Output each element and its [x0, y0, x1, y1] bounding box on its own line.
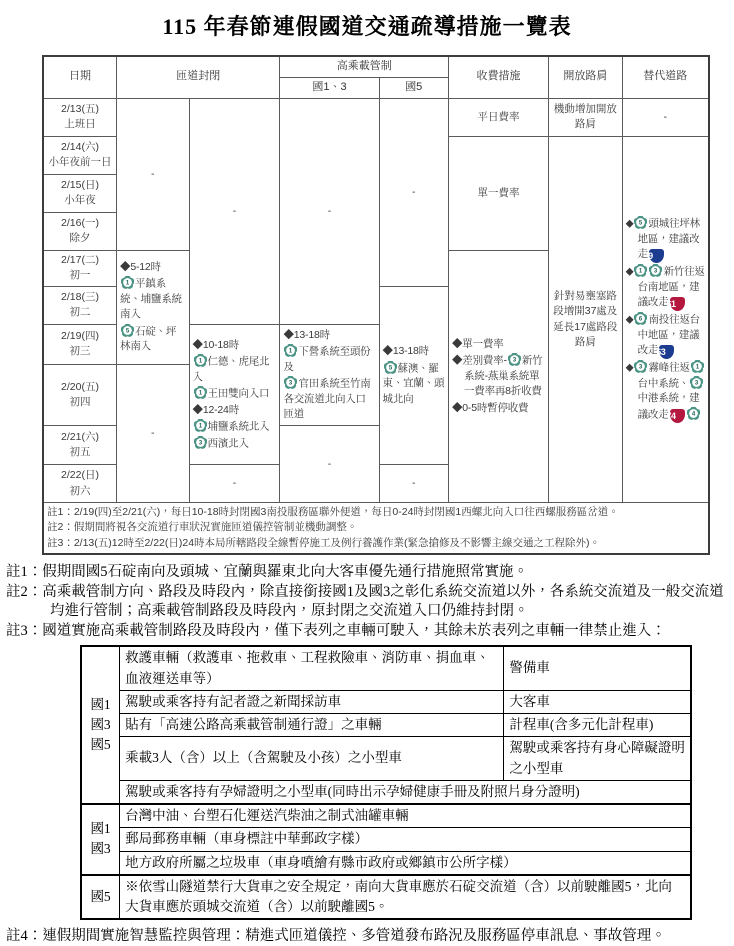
date-value: 2/22(日)	[61, 469, 99, 482]
date-value: 2/17(二)	[61, 254, 99, 267]
vehicle-desc: 大客車	[504, 690, 691, 713]
row-2-13	[43, 98, 709, 136]
toll-single-cell: 單一費率	[448, 136, 548, 250]
svg-text:5: 5	[125, 328, 130, 335]
ramp-late-dash-cell: -	[189, 465, 280, 503]
vehicle-desc: 救護車輛（救護車、拖救車、工程救險車、消防車、捐血車、血液運送車等）	[120, 646, 504, 690]
date-label: 上班日	[64, 118, 96, 131]
date-cell	[43, 324, 117, 364]
footnote-1: 註1：假期間國5石碇南向及頭城、宜蘭與羅東北向大客車優先通行措施照常實施。	[6, 563, 528, 580]
vehicle-desc: ※依雪山隧道禁行大貨車之安全規定，南向大貨車應於石碇交流道（含）以前駛離國5，北向大貨車應於頭城交流道（含）以前駛離國5。	[120, 875, 691, 920]
svg-text:1: 1	[639, 268, 643, 275]
date-value: 2/13(五)	[61, 103, 99, 116]
vehicle-row	[81, 804, 691, 828]
table-note-1: 註1：2/19(四)至2/21(六)，每日10-18時封閉國3南投服務區聯外便道，每日0-24時封閉國1西螺北向入口往西螺服務區岔道。	[47, 506, 619, 519]
svg-text:1: 1	[695, 364, 699, 371]
header-hov-national-1-3: 國1、3	[280, 77, 379, 98]
vehicle-desc: 地方政府所屬之垃圾車（車身噴繪有縣市政府或鄉鎮市公所字樣）	[120, 851, 691, 875]
scope-national-5	[81, 875, 120, 920]
date-label: 除夕	[69, 232, 91, 245]
measure-item: 1 下營系統至頭份及	[283, 345, 371, 373]
date-value: 2/21(六)	[61, 430, 99, 443]
svg-text:1: 1	[198, 358, 202, 365]
toll-weekday-cell: 平日費率	[448, 98, 548, 136]
national-route-1-icon	[194, 419, 207, 432]
footnote-2: 註2：高乘載管制方向、路段及時段內，除直接銜接國1及國3之彰化系統交流道以外，各系統交流道及一般交流道均進行管制；高乘載管制路段及時段內，原封閉之交流道入口仍維持封閉。	[6, 583, 724, 620]
national-route-5-icon	[121, 324, 134, 337]
svg-text:3: 3	[654, 268, 658, 275]
svg-text:3: 3	[289, 380, 293, 387]
svg-text:3: 3	[198, 440, 202, 447]
header-toll: 收費措施	[448, 56, 548, 98]
svg-text:6: 6	[639, 316, 643, 323]
national-route-3-icon	[649, 264, 662, 277]
footnotes	[6, 563, 730, 642]
vehicle-row	[81, 690, 691, 713]
ramp-early-dash-cell: -	[117, 364, 190, 502]
date-label: 初一	[69, 269, 91, 282]
vehicle-row	[81, 851, 691, 875]
measure-item: 1 仁德、虎尾北入	[192, 355, 270, 383]
measure-item: ◆13-18時	[283, 328, 330, 341]
date-label: 初二	[69, 306, 91, 319]
national-route-1-icon	[194, 354, 207, 367]
provincial-route-63-shield-icon: 63	[659, 345, 674, 359]
vehicle-desc: 駕駛或乘客持有孕婦證明之小型車(同時出示孕婦健康手冊及附照片身分證明)	[120, 780, 691, 804]
vehicle-desc: 警備車	[504, 646, 691, 690]
date-value: 2/16(一)	[61, 217, 99, 230]
measure-item: 1 埔鹽系統北入	[193, 419, 277, 435]
vehicle-row	[81, 875, 691, 920]
traffic-measures-table	[42, 55, 710, 555]
table-note-3: 註3：2/13(五)12時至2/22(日)24時本局所轄路段全線暫停施工及例行養護作業(緊急搶修及不影響主線交通之工程除外)。	[47, 536, 601, 549]
date-value: 2/20(五)	[61, 380, 99, 393]
national-route-3-icon	[634, 360, 647, 373]
svg-text:3: 3	[695, 380, 699, 387]
ramp-late-dash-cell: -	[189, 98, 280, 324]
vehicle-desc: 台灣中油、台塑石化運送汽柴油之制式油罐車輛	[120, 804, 691, 828]
vehicle-desc: 駕駛或乘客持有身心障礙證明之小型車	[504, 737, 691, 781]
scope-national-1-3	[81, 804, 120, 875]
provincial-route-74-shield-icon: 74	[670, 409, 685, 423]
date-cell	[43, 250, 117, 286]
date-cell	[43, 465, 117, 503]
date-cell	[43, 136, 117, 174]
national-route-1-icon	[691, 360, 704, 373]
measure-item: 3 西濱北入	[193, 436, 277, 452]
vehicle-row	[81, 828, 691, 851]
vehicle-desc: 乘載3人（含）以上（含駕駛及小孩）之小型車	[120, 737, 504, 781]
header-hov: 高乘載管制	[280, 56, 449, 77]
shoulder-big-cell: 針對易壅塞路段增開37處及延長17處路段路肩	[549, 136, 623, 502]
svg-text:1: 1	[289, 348, 293, 355]
date-label: 小年夜前一日	[48, 156, 112, 169]
measure-item: 3 官田系統至竹南各交流道北向入口匝道	[283, 377, 371, 420]
scope-line: 國1	[90, 696, 111, 712]
vehicle-desc: 計程車(含多元化計程車)	[504, 714, 691, 737]
scope-line: 國3	[90, 841, 111, 857]
svg-text:1: 1	[198, 423, 202, 430]
national-route-1-icon	[121, 276, 134, 289]
table-notes	[43, 503, 709, 554]
measure-item: ◆0-5時暫停收費	[451, 401, 529, 414]
national-route-6-icon	[634, 312, 647, 325]
national-route-3-icon	[690, 376, 703, 389]
header-date: 日期	[43, 56, 117, 98]
date-label: 初三	[69, 345, 91, 358]
hov5-dash-cell: -	[379, 465, 448, 503]
ramp-late-closure-cell	[189, 324, 280, 464]
hov5-control-cell	[379, 286, 448, 464]
scope-line: 國5	[90, 888, 111, 904]
measure-item: ◆ 3 霧峰往返 1 台中系統、 3 中港系統，建議改走74 4	[626, 360, 705, 423]
svg-text:4: 4	[691, 411, 695, 418]
measure-item: 1 王田雙向入口	[193, 386, 277, 402]
measure-item: 1 平鎮系統、埔鹽系統南入	[120, 277, 182, 321]
svg-text:1: 1	[198, 390, 202, 397]
toll-holiday-cell	[448, 250, 548, 502]
svg-text:3: 3	[512, 358, 516, 365]
header-hov-national-5: 國5	[379, 77, 448, 98]
hov13-dash-cell: -	[280, 98, 379, 324]
shoulder-flex-cell: 機動增加開放路肩	[549, 98, 623, 136]
national-route-1-icon	[284, 344, 297, 357]
national-route-3-icon	[508, 353, 521, 366]
vehicle-row	[81, 714, 691, 737]
provincial-route-9-shield-icon: 9	[649, 249, 664, 263]
scope-line: 國1	[90, 821, 111, 837]
measure-item: ◆單一費率	[451, 338, 504, 351]
hov13-dash-cell: -	[280, 426, 379, 503]
alt-routes-cell	[622, 136, 709, 502]
svg-text:5: 5	[639, 220, 643, 227]
table-note-2: 註2：假期間將視各交流道行車狀況實施匝道儀控管制並機動調整。	[47, 521, 358, 534]
header-shoulder: 開放路肩	[549, 56, 623, 98]
hov13-control-cell	[280, 324, 379, 425]
hov5-dash-cell: -	[379, 98, 448, 286]
scope-line: 國3	[90, 717, 111, 733]
measure-item: 5 蘇澳、羅東、宜蘭、頭城北向	[382, 362, 445, 405]
measure-item: ◆5-12時	[120, 261, 161, 274]
date-value: 2/14(六)	[61, 141, 99, 154]
date-cell	[43, 364, 117, 425]
date-cell	[43, 98, 117, 136]
vehicle-row	[81, 737, 691, 781]
footnote-4: 註4：連假期間實施智慧監控與管理：精進式匝道儀控、多管道發布路況及服務區停車訊息、事故管理。	[6, 928, 666, 945]
vehicle-row	[81, 780, 691, 804]
ramp-early-closure-cell	[117, 250, 190, 364]
header-row-1	[43, 56, 709, 77]
vehicle-desc: 貼有「高速公路高乘載管制通行證」之車輛	[120, 714, 504, 737]
national-route-4-icon	[687, 407, 700, 420]
svg-text:5: 5	[388, 365, 392, 372]
scope-line: 國5	[90, 737, 111, 753]
ramp-early-dash-cell: -	[117, 98, 190, 250]
measure-item: ◆10-18時	[192, 338, 240, 351]
national-route-1-icon	[634, 264, 647, 277]
date-value: 2/18(三)	[61, 291, 99, 304]
measure-item: 5 石碇、坪林南入	[120, 325, 177, 353]
scope-national-1-3-5	[81, 646, 120, 804]
date-label: 初六	[69, 484, 91, 497]
national-route-3-icon	[194, 436, 207, 449]
date-label: 初五	[69, 446, 91, 459]
page-title: 115 年春節連假國道交通疏導措施一覽表	[162, 14, 572, 39]
allowed-vehicles-table	[80, 645, 692, 920]
date-value: 2/19(四)	[61, 330, 99, 343]
svg-text:1: 1	[125, 281, 130, 288]
svg-text:3: 3	[639, 364, 643, 371]
measure-item: ◆ 1 3 新竹往返台南地區，建議改走61	[625, 265, 705, 309]
measure-item: ◆差別費率- 3 新竹系統-燕巢系統單一費率再8折收費	[451, 354, 543, 398]
date-cell	[43, 174, 117, 212]
header-ramp-closure: 匝道封閉	[117, 56, 280, 98]
measure-item: ◆13-18時	[382, 345, 429, 358]
measure-item: ◆ 5 頭城往坪林地區，建議改走9	[625, 217, 700, 261]
date-value: 2/15(日)	[61, 179, 99, 192]
footnote-3: 註3：國道實施高乘載管制路段及時段內，僅下表列之車輛可駛入，其餘未於表列之車輛一律禁止進入：	[6, 623, 666, 640]
vehicle-row	[81, 646, 691, 690]
measure-item: ◆ 6 南投往返台中地區，建議改走63	[625, 313, 700, 357]
national-route-1-icon	[194, 386, 207, 399]
national-route-5-icon	[384, 361, 397, 374]
date-cell	[43, 286, 117, 324]
national-route-3-icon	[284, 376, 297, 389]
table-notes-row	[43, 503, 709, 554]
date-label: 初四	[69, 396, 91, 409]
vehicle-desc: 駕駛或乘客持有記者證之新聞採訪車	[120, 690, 504, 713]
alt-dash-cell: -	[622, 98, 709, 136]
provincial-route-61-shield-icon: 61	[670, 297, 685, 311]
vehicle-desc: 郵局郵務車輛（車身標註中華郵政字樣）	[120, 828, 691, 851]
date-cell	[43, 212, 117, 250]
date-cell	[43, 426, 117, 465]
measure-item: ◆12-24時	[192, 403, 240, 416]
date-label: 小年夜	[64, 194, 96, 207]
national-route-5-icon	[634, 216, 647, 229]
header-alt-routes: 替代道路	[622, 56, 709, 98]
